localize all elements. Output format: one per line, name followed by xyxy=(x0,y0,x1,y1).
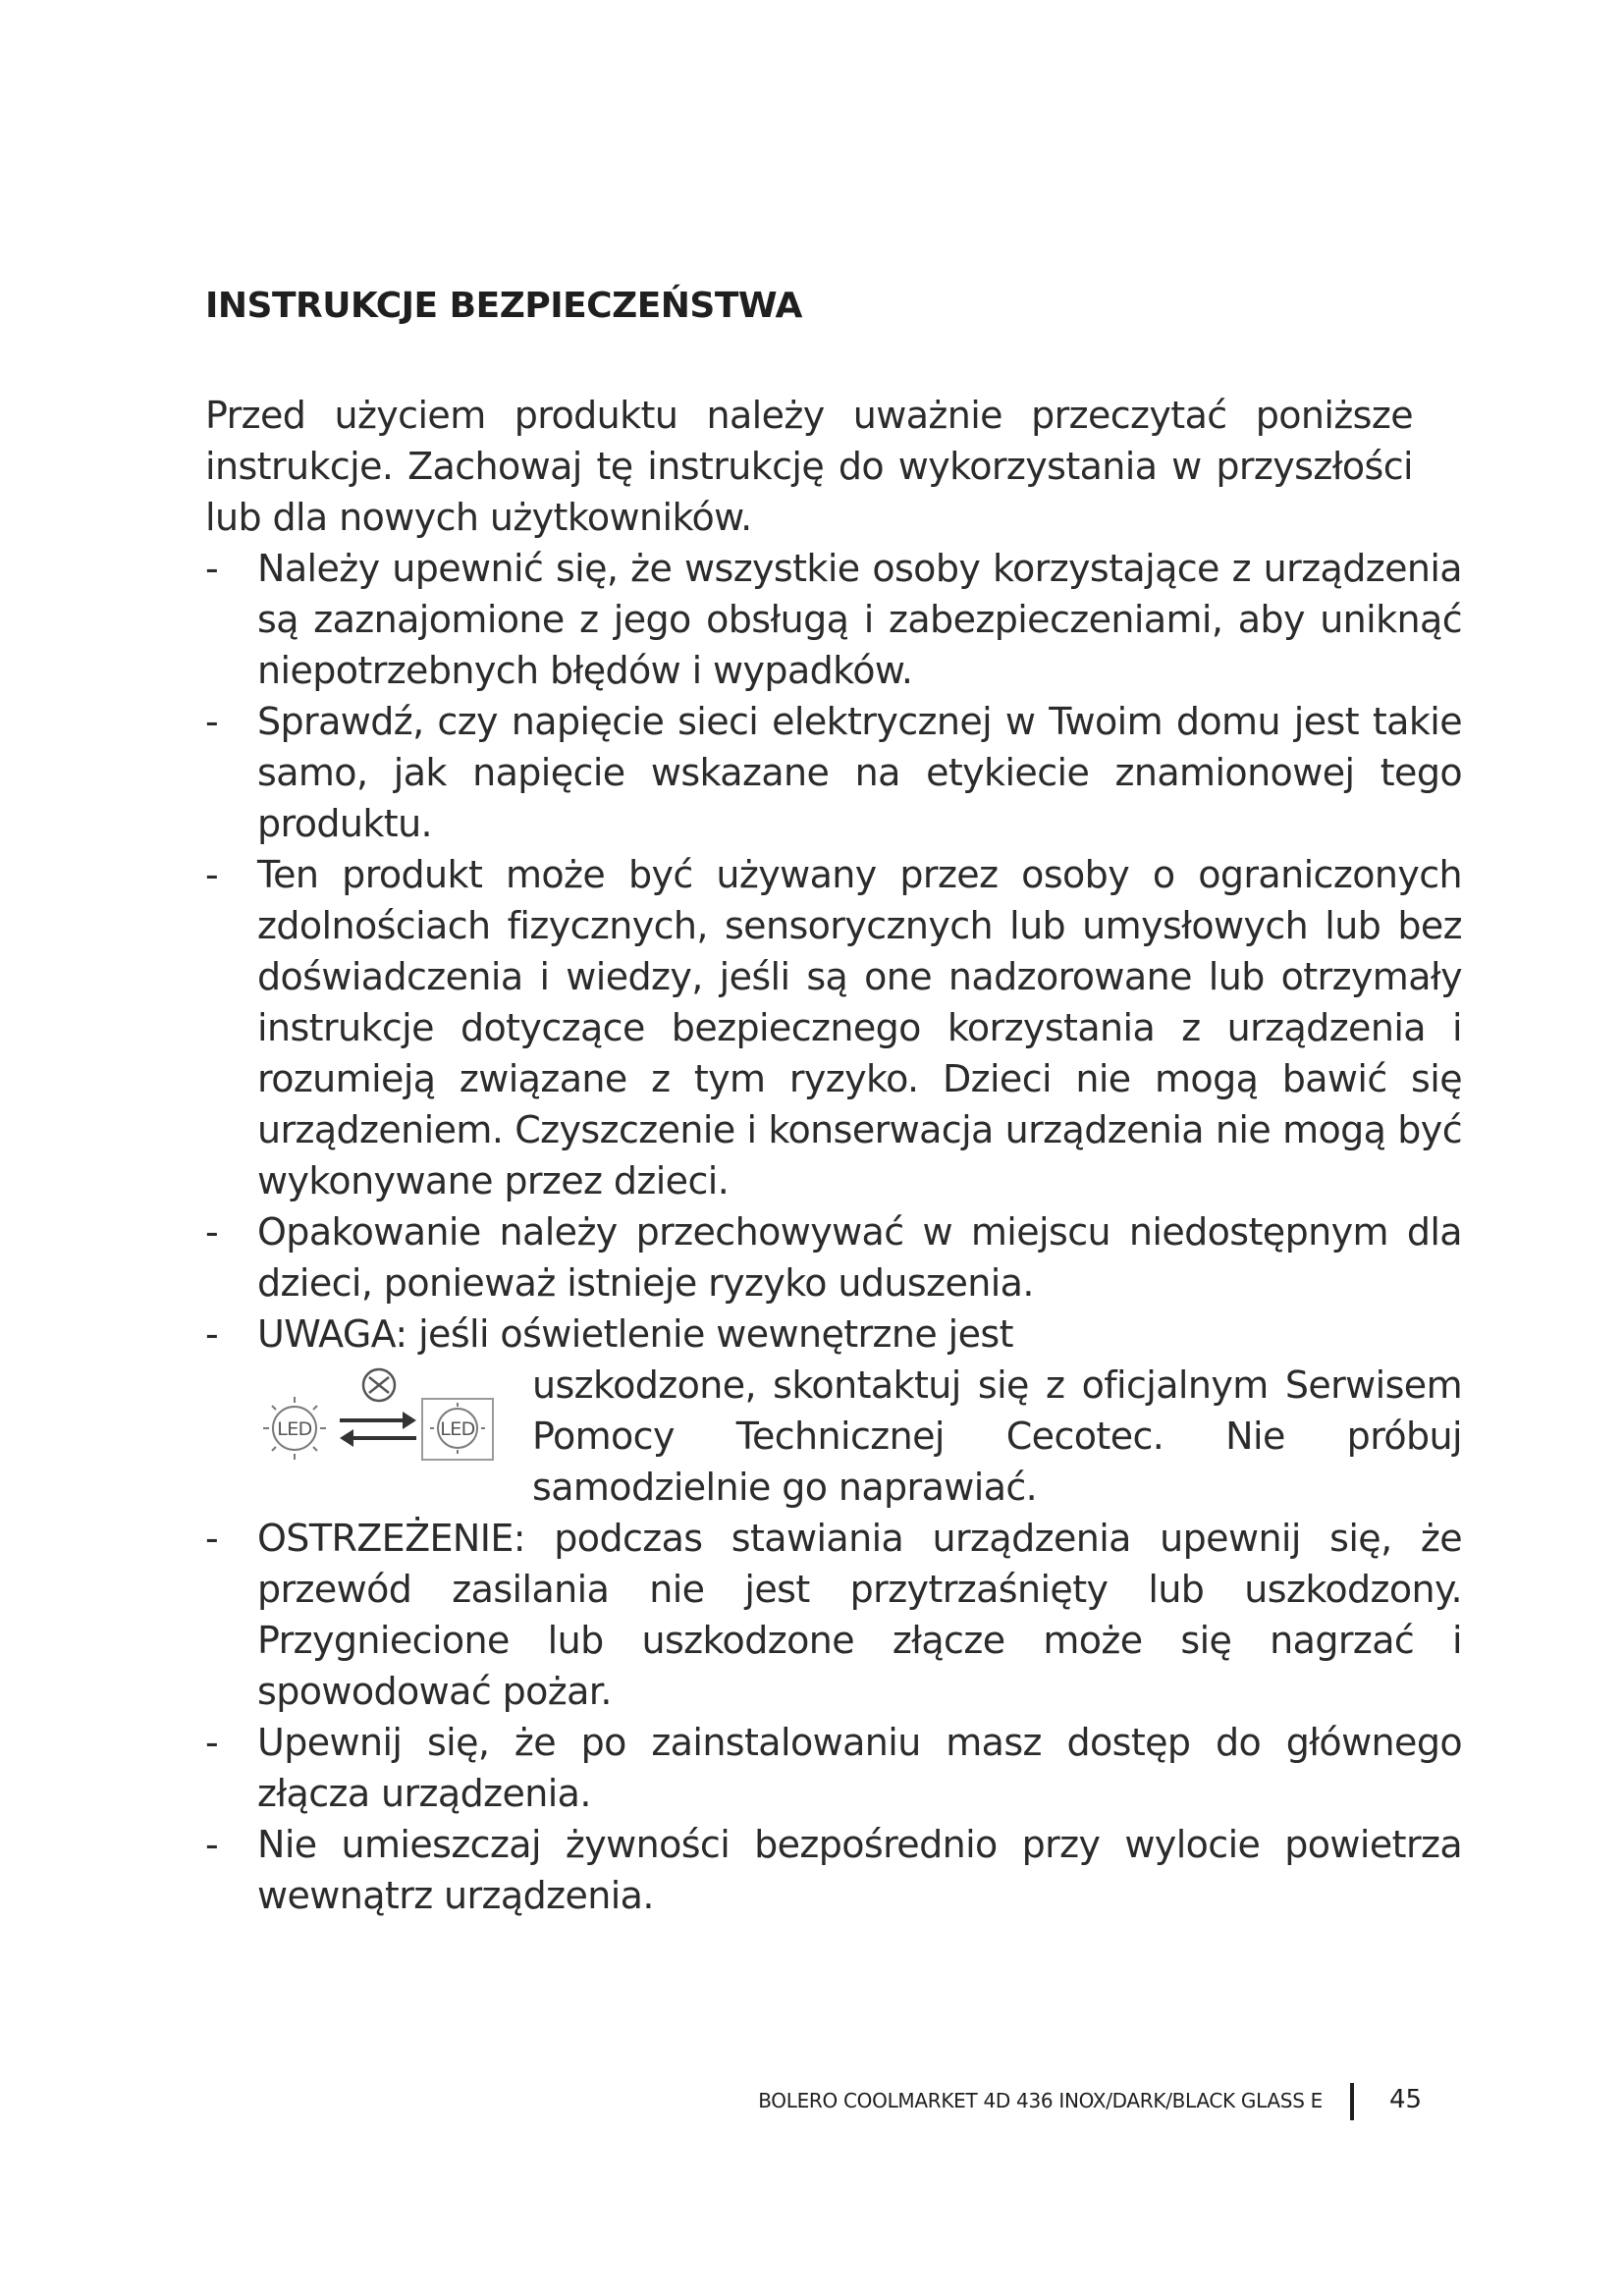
safety-list xyxy=(205,543,1462,1921)
list-item xyxy=(205,543,1462,696)
list-item-text: Ten produkt może być używany przez osoby o ograniczonych zdolnościach fizycznych, sensorycznych lub umysłowych lub bez doświadczenia i wiedzy, jeśli są one nadzorowane lub otrzymały instrukcje dotyczące bezpiecznego korzystania z urządzenia i rozumieją związane z tym ryzyko. Dzieci nie mogą bawić się urządzeniem. Czyszczenie i konserwacja urządzenia nie mogą być wykonywane przez dzieci. xyxy=(257,853,1462,1203)
page-title: INSTRUKCJE BEZPIECZEŃSTWA xyxy=(205,286,802,326)
led-label-left: LED xyxy=(277,1418,312,1441)
list-dash: - xyxy=(205,547,219,591)
list-dash: - xyxy=(205,1721,219,1765)
list-item-text: Opakowanie należy przechowywać w miejscu niedostępnym dla dzieci, ponieważ istnieje ryzyko uduszenia. xyxy=(257,1210,1462,1306)
led-label-right: LED xyxy=(440,1418,475,1441)
list-item-text: Nie umieszczaj żywności bezpośrednio przy wylocie powietrza wewnątrz urządzenia. xyxy=(257,1823,1462,1918)
intro-paragraph: Przed użyciem produktu należy uważnie przeczytać poniższe instrukcje. Zachowaj tę instrukcję do wykorzystania w przyszłości lub dla nowych użytkowników. xyxy=(205,394,1413,540)
list-dash: - xyxy=(205,1312,219,1357)
led-replacement-icon xyxy=(257,1365,514,1468)
list-item-text: Upewnij się, że po zainstalowaniu masz dostęp do głównego złącza urządzenia. xyxy=(257,1721,1462,1816)
list-item xyxy=(205,849,1462,1206)
list-dash: - xyxy=(205,853,219,897)
page-number: 45 xyxy=(1389,2085,1423,2114)
list-dash: - xyxy=(205,700,219,744)
footer-divider xyxy=(1350,2083,1354,2120)
list-item-text: OSTRZEŻENIE: podczas stawiania urządzenia upewnij się, że przewód zasilania nie jest przytrzaśnięty lub uszkodzony. Przygniecione lub uszkodzone złącze może się nagrzać i spowodować pożar. xyxy=(257,1517,1462,1714)
list-item-text: Należy upewnić się, że wszystkie osoby korzystające z urządzenia są zaznajomione z jego obsługą i zabezpieczeniami, aby uniknąć niepotrzebnych błędów i wypadków. xyxy=(257,547,1462,693)
page-footer xyxy=(0,2083,1424,2122)
list-item-text-first: UWAGA: jeśli oświetlenie wewnętrzne jest xyxy=(257,1312,1013,1357)
list-item xyxy=(205,1206,1462,1308)
list-item xyxy=(205,696,1462,849)
list-dash: - xyxy=(205,1823,219,1867)
list-dash: - xyxy=(205,1517,219,1561)
list-item-warning xyxy=(205,1308,1462,1513)
list-dash: - xyxy=(205,1210,219,1255)
list-item-text: Sprawdź, czy napięcie sieci elektrycznej w Twoim domu jest takie samo, jak napięcie wskazane na etykiecie znamionowej tego produktu. xyxy=(257,700,1462,846)
list-item xyxy=(205,1819,1462,1921)
led-replacement-icon-graphic xyxy=(257,1365,514,1468)
list-item-text-rest: uszkodzone, skontaktuj się z oficjalnym Serwisem Pomocy Technicznej Cecotec. Nie próbuj samodzielnie go naprawiać. xyxy=(532,1363,1462,1510)
document-page xyxy=(205,285,1462,1921)
footer-model-name: BOLERO COOLMARKET 4D 436 INOX/DARK/BLACK GLASS E xyxy=(758,2089,1323,2112)
list-item xyxy=(205,1717,1462,1819)
list-item xyxy=(205,1513,1462,1717)
